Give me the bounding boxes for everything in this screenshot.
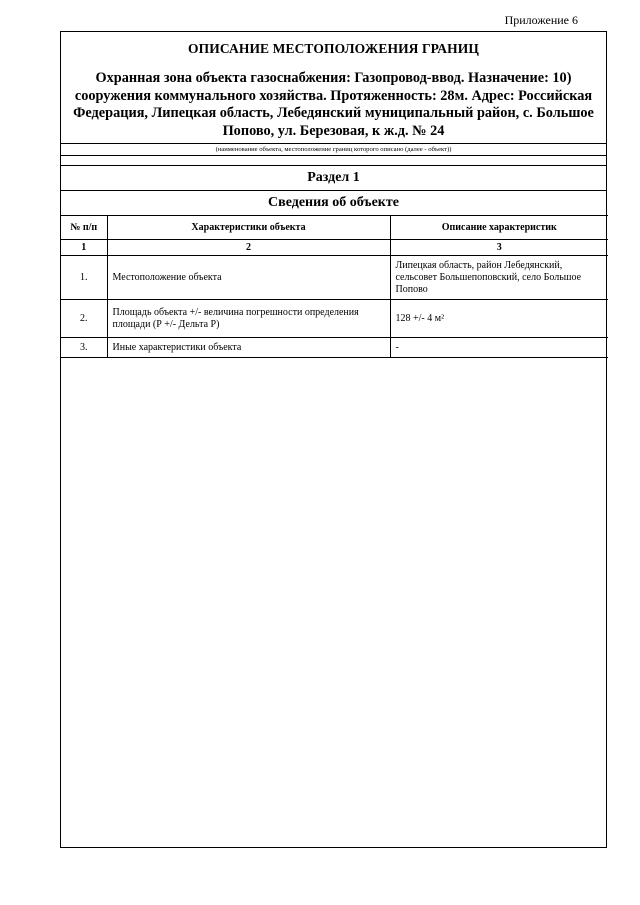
row-description: -: [390, 338, 608, 358]
row-number: 1.: [61, 256, 107, 300]
table-header-row: [61, 216, 608, 240]
column-number: 2: [107, 240, 390, 256]
object-characteristics-table: [61, 215, 608, 358]
column-number: 1: [61, 240, 107, 256]
table-row: [61, 338, 608, 358]
document-title: ОПИСАНИЕ МЕСТОПОЛОЖЕНИЯ ГРАНИЦ: [188, 41, 479, 56]
subject-note: (наименование объекта, местоположение границ которого описано (далее - объект)): [61, 143, 606, 155]
document-frame: [60, 31, 607, 848]
header-number: № п/п: [61, 216, 107, 240]
appendix-label: Приложение 6: [504, 13, 578, 27]
spacer-row: [61, 155, 606, 165]
row-description: Липецкая область, район Лебедянский, сельсовет Большепоповский, село Большое Попово: [390, 256, 608, 300]
row-description: 128 +/- 4 м²: [390, 300, 608, 338]
section-title: Раздел 1: [61, 165, 606, 190]
row-characteristic: Иные характеристики объекта: [107, 338, 390, 358]
row-number: 3.: [61, 338, 107, 358]
column-number: 3: [390, 240, 608, 256]
row-characteristic: Местоположение объекта: [107, 256, 390, 300]
object-subject: Охранная зона объекта газоснабжения: Газопровод-ввод. Назначение: 10) сооружения коммунального хозяйства. Протяженность: 28м. Адрес: Российская Федерация, Липецкая область, Лебедянский муниципальный район, с. Большое Попово, ул. Березовая, к ж.д. № 24: [73, 70, 594, 139]
table-row: [61, 256, 608, 300]
section-subtitle: Сведения об объекте: [61, 190, 606, 215]
row-characteristic: Площадь объекта +/- величина погрешности определения площади (Р +/- Дельта Р): [107, 300, 390, 338]
column-number-row: [61, 240, 608, 256]
header-description: Описание характеристик: [390, 216, 608, 240]
table-row: [61, 300, 608, 338]
row-number: 2.: [61, 300, 107, 338]
header-characteristic: Характеристики объекта: [107, 216, 390, 240]
